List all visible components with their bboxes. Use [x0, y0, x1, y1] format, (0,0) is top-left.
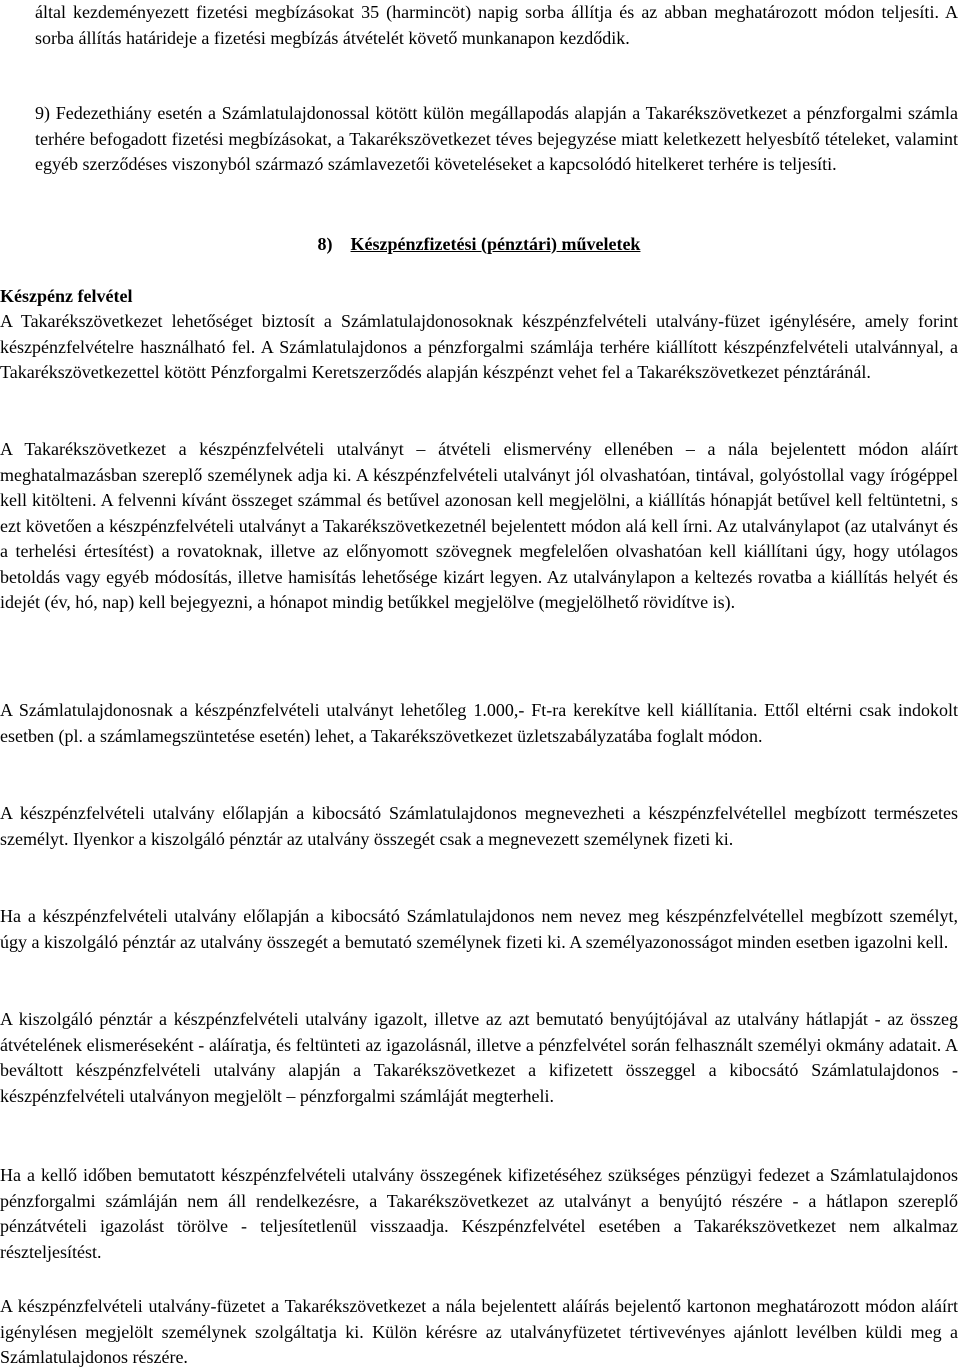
paragraph-item-9: 9) Fedezethiány esetén a Számlatulajdonossal kötött külön megállapodás alapján a Takarékszövetkezet a pénzforgalmi számla terhére befogadott fizetési megbízásokat, a Takarékszövetkezet téves bejegyzése miatt keletkezett helyesbítő tételeket, valamint egyéb szerződéses viszonyból származó számlavezetői követeléseket a kapcsolódó hitelkeret terhére is teljesíti. — [35, 103, 958, 174]
subsection-title: Készpénz felvétel — [0, 286, 133, 306]
paragraph-named-person: A készpénzfelvételi utalvány előlapján a kibocsátó Számlatulajdonos megnevezheti a készpénzfelvétellel megbízott természetes személyt. Ilyenkor a kiszolgáló pénztár az utalvány összegét csak a megnevezett személynek fizeti ki. — [0, 803, 958, 849]
paragraph-cashier-procedure: A kiszolgáló pénztár a készpénzfelvételi utalvány igazolt, illetve az azt bemutató benyújtójával az utalvány hátlapját - az összeg átvételének elismeréseként - aláíratja, és feltünteti az igazolásnál, illetve a pénzfelvétel során felhasznált személyi okmány adatait. A beváltott készpénzfelvételi utalvány alapján a Takarékszövetkezet a kifizetett összeggel a kibocsátó Számlatulajdonos - készpénzfelvételi utalványon megjelölt – pénzforgalmi számláját megterheli. — [0, 1009, 958, 1106]
section-title: Készpénzfizetési (pénztári) műveletek — [350, 234, 641, 254]
paragraph-insufficient-funds: Ha a kellő időben bemutatott készpénzfelvételi utalvány összegének kifizetéséhez szükséges pénzügyi fedezet a Számlatulajdonos pénzforgalmi számláján nem áll rendelkezésre, a Takarékszövetkezet az utalványt a benyújtó részére - a hátlapon szereplő pénzátvételi igazolást törölve - teljesítetlenül visszaadja. Készpénzfelvétel esetében a Takarékszövetkezet nem alkalmaz részteljesítést. — [0, 1165, 958, 1262]
paragraph-booklet-delivery: A készpénzfelvételi utalvány-füzetet a Takarékszövetkezet a nála bejelentett aláírás bejelentő kartonon meghatározott módon aláírt igénylésen megjelölt személynek szolgáltatja ki. Külön kérésre az utalványfüzetet tértivevényes ajánlott levélben küldi meg a Számlatulajdonos részére. — [0, 1296, 958, 1367]
paragraph-bearer-payment: Ha a készpénzfelvételi utalvány előlapján a kibocsátó Számlatulajdonos nem nevez meg készpénzfelvétellel megbízott személyt, úgy a kiszolgáló pénztár az utalvány összegét a bemutató személynek fizeti ki. A személyazonosságot minden esetben igazolni kell. — [0, 906, 958, 952]
section-number: 8) — [317, 234, 333, 254]
paragraph-queue-rule: által kezdeményezett fizetési megbízásokat 35 (harmincöt) napig sorba állítja és az abban meghatározott módon teljesíti. A sorba állítás határideje a fizetési megbízás átvételét követő munkanapon kezdődik. — [35, 2, 958, 48]
paragraph-rounding: A Számlatulajdonosnak a készpénzfelvételi utalványt lehetőleg 1.000,- Ft-ra kerekítve kell kiállítania. Ettől eltérni csak indokolt esetben (pl. a számlamegszüntetése esetén) lehet, a Takarékszövetkezet üzletszabályzatába foglalt módon. — [0, 700, 958, 746]
paragraph-cash-withdrawal-intro: A Takarékszövetkezet lehetőséget biztosít a Számlatulajdonosoknak készpénzfelvételi utalvány-füzet igénylésére, amely forint készpénzfelvételre használható fel. A Számlatulajdonos a pénzforgalmi számlája terhére kiállított készpénzfelvételi utalvánnyal, a Takarékszövetkezettel kötött Pénzforgalmi Keretszerződés alapján készpénzt vehet fel a Takarékszövetkezet pénztáránál. — [0, 311, 958, 382]
section-heading — [0, 232, 958, 258]
paragraph-voucher-filling: A Takarékszövetkezet a készpénzfelvételi utalványt – átvételi elismervény ellenében – a nála bejelentett módon aláírt meghatalmazásban szereplő személynek adja ki. A készpénzfelvételi utalványt jól olvashatóan, tintával, golyóstollal vagy írógéppel kell kitölteni. A felvenni kívánt összeget számmal és betűvel azonosan kell megjelölni, a kiállítás hónapját betűvel kell feltüntetni, s ezt követően a készpénzfelvételi utalványt a Takarékszövetkezetnél bejelentett módon alá kell írni. Az utalványlapot (az utalványt és a terhelési értesítést) a rovatoknak, illetve az előnyomott szövegnek megfelelően olvashatóan kell kiállítani úgy, hogy utólagos betoldás vagy egyéb módosítás, illetve hamisítás lehetősége kizárt legyen. Az utalványlapon a keltezés rovatba a kiállítás helyét és idejét (év, hó, nap) kell bejegyezni, a hónapot mindig betűkkel megjelölve (megjelölhető rövidítve is). — [0, 439, 958, 612]
